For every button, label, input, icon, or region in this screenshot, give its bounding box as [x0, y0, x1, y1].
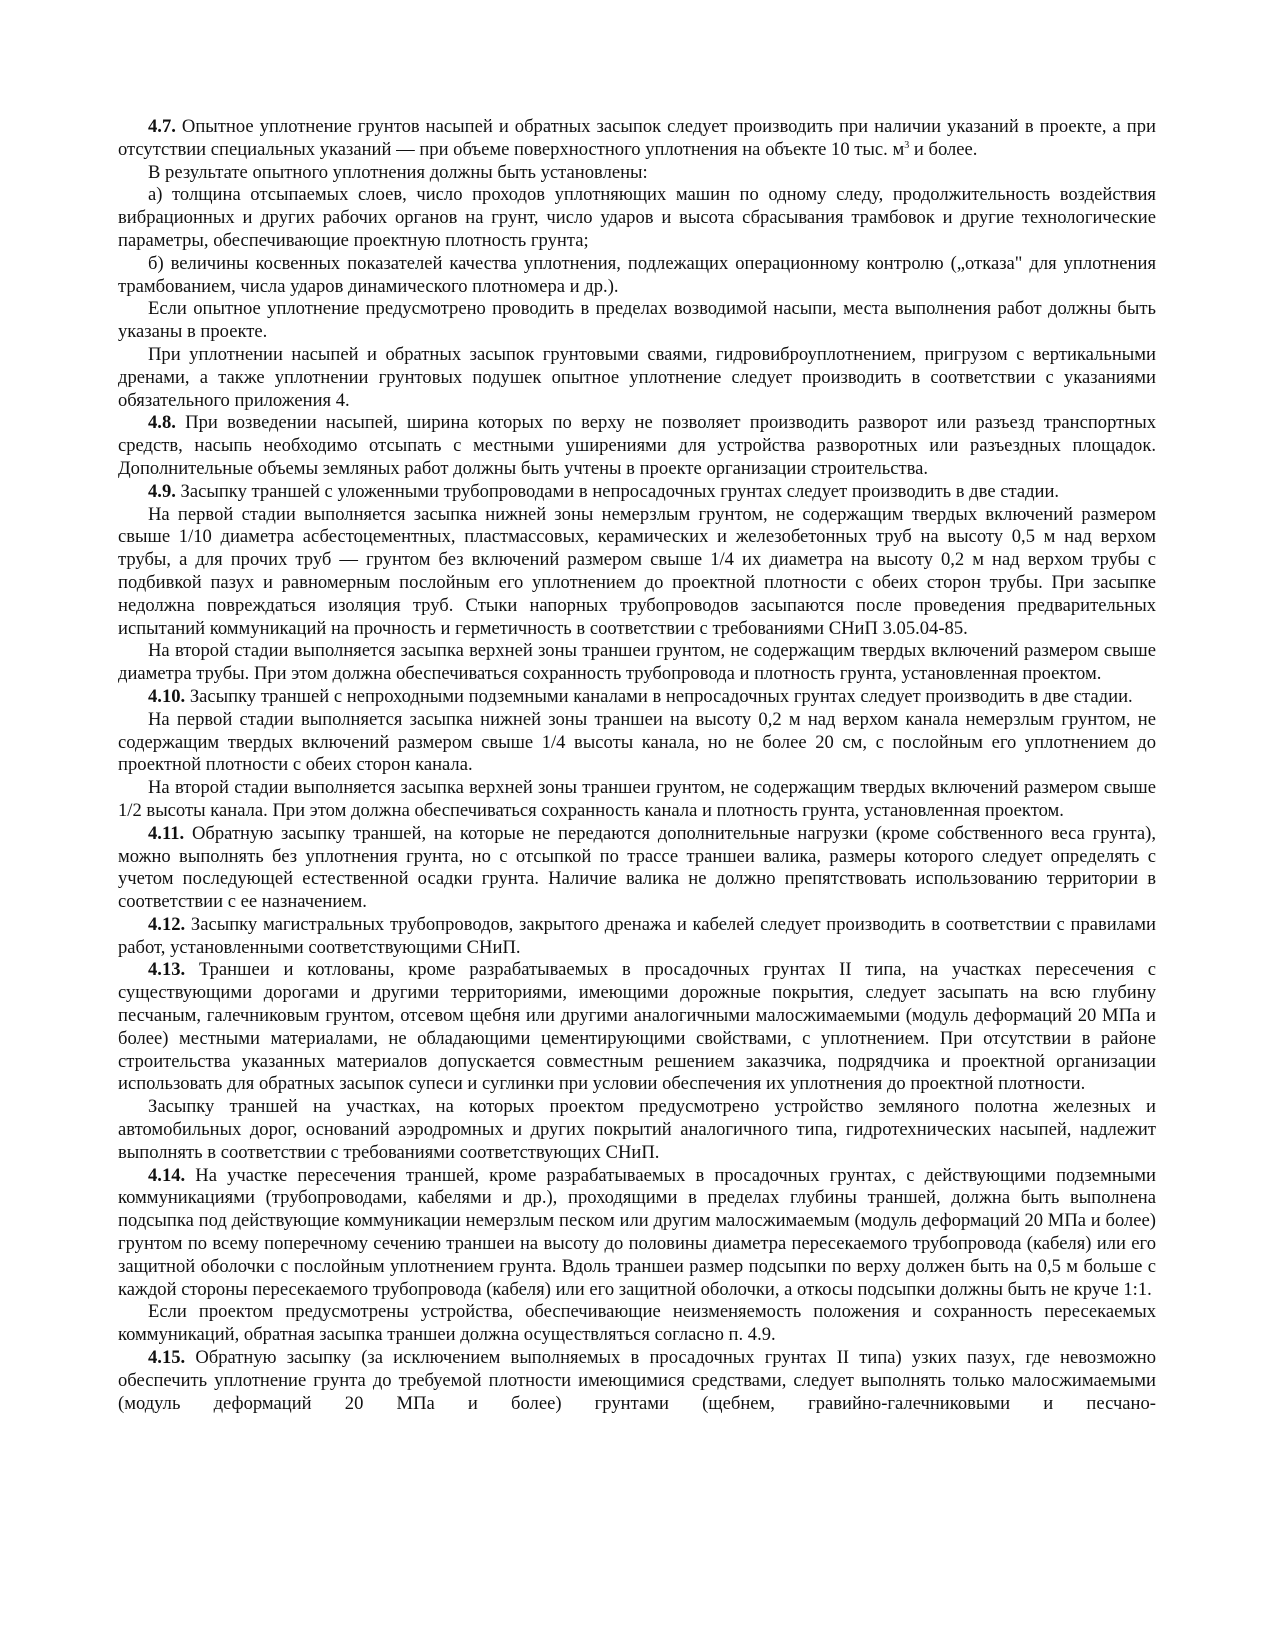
paragraph-text: Обратную засыпку траншей, на которые не передаются дополнительные нагрузки (кроме собственного веса грунта), можно выполнять без уплотнения грунта, но с отсыпкой по трассе траншеи валика, размеры которого следует определять с учетом последующей естественной осадки грунта. Наличие валика не должно препятствовать использованию территории в соответствии с ее назначением. [118, 822, 1156, 913]
clause-number: 4.8. [148, 412, 176, 434]
paragraph-text: На второй стадии выполняется засыпка верхней зоны траншеи грунтом, не содержащим твердых включений размером свыше 1/2 высоты канала. При этом должна обеспечиваться сохранность канала и плотность грунта, установленная проектом. [118, 777, 1156, 821]
clause-number: 4.14. [148, 1164, 186, 1186]
clause-number: 4.10. [148, 685, 186, 707]
paragraph [118, 640, 1156, 686]
paragraph-4-12 [118, 914, 1156, 960]
paragraph-text: В результате опытного уплотнения должны быть установлены: [148, 161, 648, 183]
paragraph-4-7 [118, 116, 1156, 162]
paragraph [118, 1301, 1156, 1347]
paragraph-item-a [118, 184, 1156, 252]
clause-number: 4.12. [148, 913, 186, 935]
document-page [118, 116, 1156, 1415]
paragraph-text: а) толщина отсыпаемых слоев, число проходов уплотняющих машин по одному следу, продолжительность воздействия вибрационных и других рабочих органов на грунт, число ударов и высота сбрасывания трамбовок и другие технологические параметры, обеспечивающие проектную плотность грунта; [118, 184, 1156, 251]
paragraph-4-10 [118, 686, 1156, 709]
paragraph-text: Засыпку магистральных трубопроводов, закрытого дренажа и кабелей следует производить в соответствии с правилами работ, установленными соответствующими СНиП. [118, 913, 1156, 958]
paragraph-text: На участке пересечения траншей, кроме разрабатываемых в просадочных грунтах, с действующими подземными коммуникациями (трубопроводами, кабелями и др.), проходящими в пределах глубины траншей, должна быть выполнена подсыпка под действующие коммуникации немерзлым песком или другим малосжимаемым (модуль деформаций 20 МПа и более) грунтом по всему поперечному сечению траншеи на высоту до половины диаметра пересекаемого трубопровода (кабеля) или его защитной оболочки с послойным уплотнением грунта. Вдоль траншеи размер подсыпки по верху должен быть на 0,5 м больше с каждой стороны пересекаемого трубопровода (кабеля) или его защитной оболочки, а откосы подсыпки должны быть не круче 1:1. [118, 1164, 1156, 1300]
paragraph [118, 1096, 1156, 1164]
paragraph-text: б) величины косвенных показателей качества уплотнения, подлежащих операционному контролю („отказа" для уплотнения трамбованием, числа ударов динамического плотномера и др.). [118, 252, 1156, 297]
paragraph-4-13 [118, 959, 1156, 1096]
paragraph-4-11 [118, 823, 1156, 914]
paragraph-4-8 [118, 412, 1156, 480]
clause-number: 4.15. [148, 1347, 186, 1369]
paragraph-text: Засыпку траншей с уложенными трубопроводами в непросадочных грунтах следует производить в две стадии. [175, 480, 1060, 502]
paragraph-text: Если проектом предусмотрены устройства, обеспечивающие неизменяемость положения и сохранность пересекаемых коммуникаций, обратная засыпка траншеи должна осуществляться согласно п. 4.9. [118, 1301, 1156, 1346]
paragraph-text: Траншеи и котлованы, кроме разрабатываемых в просадочных грунтах II типа, на участках пересечения с существующими дорогами и другими территориями, имеющими дорожные покрытия, следует засыпать на всю глубину песчаным, галечниковым грунтом, отсевом щебня или другими аналогичными малосжимаемыми (модуль деформаций 20 МПа и более) местными материалами, не обладающими цементирующими свойствами, с уплотнением. При отсутствии в районе строительства указанных материалов допускается совместным решением заказчика, подрядчика и проектной организации использовать для обратных засыпок супеси и суглинки при условии обеспечения их уплотнения до проектной плотности. [118, 959, 1156, 1095]
paragraph-4-9 [118, 481, 1156, 504]
paragraph-text: При уплотнении насыпей и обратных засыпок грунтовыми сваями, гидровиброуплотнением, пригрузом с вертикальными дренами, а также уплотнении грунтовых подушек опытное уплотнение следует производить в соответствии с указаниями обязательного приложения 4. [118, 343, 1156, 411]
paragraph [118, 344, 1156, 412]
paragraph-text: При возведении насыпей, ширина которых по верху не позволяет производить разворот или разъезд транспортных средств, насыпь необходимо отсыпать с местными уширениями для устройства разворотных или разъездных площадок. Дополнительные объемы земляных работ должны быть учтены в проекте организации строительства. [118, 412, 1156, 479]
paragraph-text: На первой стадии выполняется засыпка нижней зоны немерзлым грунтом, не содержащим твердых включений размером свыше 1/10 диаметра асбестоцементных, пластмассовых, керамических и железобетонных труб на высоту 0,5 м над верхом трубы, а для прочих труб — грунтом без включений размером свыше 1/4 их диаметра на высоту 0,2 м над верхом трубы с подбивкой пазух и равномерным послойным его уплотнением до проектной плотности с обеих сторон трубы. При засыпке недолжна повреждаться изоляция труб. Стыки напорных трубопроводов засыпаются после проведения предварительных испытаний коммуникаций на прочность и герметичность в соответствии с требованиями СНиП 3.05.04-85. [118, 503, 1156, 639]
paragraph-text: Если опытное уплотнение предусмотрено проводить в пределах возводимой насыпи, места выполнения работ должны быть указаны в проекте. [118, 298, 1156, 343]
clause-number: 4.7. [148, 116, 176, 137]
paragraph [118, 504, 1156, 641]
paragraph-item-b [118, 253, 1156, 299]
paragraph-text: На первой стадии выполняется засыпка нижней зоны траншеи на высоту 0,2 м над верхом канала немерзлым грунтом, не содержащим твердых включений размером свыше 1/4 высоты канала, но не более 20 см, с послойным его уплотнением до проектной плотности с обеих сторон канала. [118, 708, 1156, 776]
paragraph [118, 777, 1156, 823]
paragraph-text: Опытное уплотнение грунтов насыпей и обратных засыпок следует производить при наличии указаний в проекте, а при отсутствии специальных указаний — при объеме поверхностного уплотнения на объекте 10 тыс. м [118, 116, 1156, 160]
paragraph [118, 162, 1156, 185]
paragraph-4-15 [118, 1347, 1156, 1415]
paragraph [118, 298, 1156, 344]
superscript: 3 [904, 139, 910, 151]
paragraph-text: Засыпку траншей с непроходными подземными каналами в непросадочных грунтах следует производить в две стадии. [185, 685, 1133, 707]
clause-number: 4.11. [148, 822, 185, 844]
paragraph-4-14 [118, 1165, 1156, 1302]
paragraph-text: На второй стадии выполняется засыпка верхней зоны траншеи грунтом, не содержащим твердых включений размером свыше диаметра трубы. При этом должна обеспечиваться сохранность трубопровода и плотность грунта, установленная проектом. [118, 640, 1156, 685]
paragraph [118, 709, 1156, 777]
paragraph-text-tail: и более. [909, 138, 978, 160]
paragraph-text: Обратную засыпку (за исключением выполняемых в просадочных грунтах II типа) узких пазух, где невозможно обеспечить уплотнение грунта до требуемой плотности имеющимися средствами, следует выполнять только малосжимаемыми (модуль деформаций 20 МПа и более) грунтами (щебнем, гравийно-галечниковыми и песчано- [118, 1347, 1156, 1414]
clause-number: 4.9. [148, 480, 176, 502]
clause-number: 4.13. [148, 959, 186, 981]
paragraph-text: Засыпку траншей на участках, на которых проектом предусмотрено устройство земляного полотна железных и автомобильных дорог, оснований аэродромных и других покрытий аналогичного типа, гидротехнических насыпей, надлежит выполнять в соответствии с требованиями соответствующих СНиП. [118, 1096, 1156, 1163]
